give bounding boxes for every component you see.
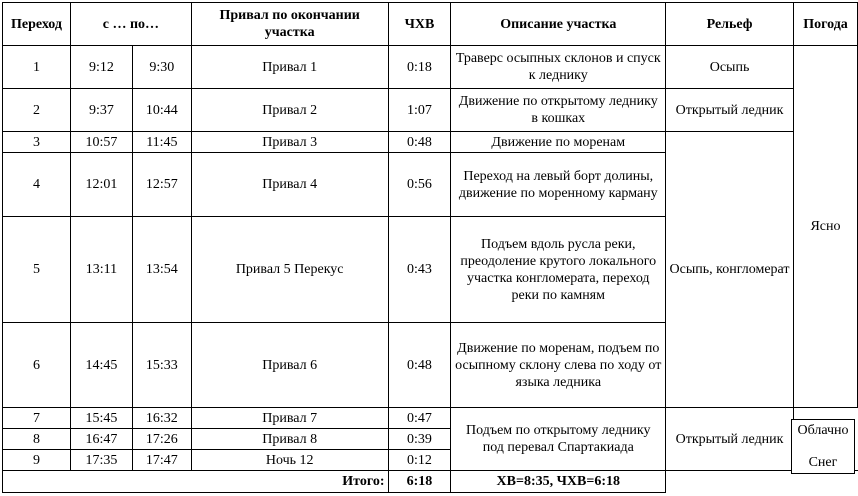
header-weather: Погода: [793, 3, 857, 46]
cell-rest: Привал 6: [191, 323, 388, 408]
cell-description: Движение по моренам, подъем по осыпному склону слева по ходу от языка ледника: [451, 323, 666, 408]
header-description: Описание участка: [451, 3, 666, 46]
cell-chhv: 0:12: [388, 450, 451, 471]
cell-to: 17:26: [132, 429, 191, 450]
cell-rest: Привал 1: [191, 46, 388, 89]
table-row: [3, 46, 858, 89]
cell-chhv: 0:47: [388, 408, 451, 429]
header-row: [3, 3, 858, 46]
total-chhv: 6:18: [388, 471, 451, 493]
cell-rest: Привал 7: [191, 408, 388, 429]
cell-chhv: 0:43: [388, 217, 451, 323]
cell-rest: Привал 3: [191, 132, 388, 153]
cell-relief: Открытый ледник: [666, 408, 794, 471]
weather-gap: [791, 439, 855, 453]
table-row: [3, 408, 858, 429]
cell-rest: Привал 5 Перекус: [191, 217, 388, 323]
cell-to: 13:54: [132, 217, 191, 323]
cell-n: 1: [3, 46, 71, 89]
cell-chhv: 0:18: [388, 46, 451, 89]
cell-chhv: 0:48: [388, 132, 451, 153]
cell-rest: Привал 2: [191, 89, 388, 132]
cell-weather: Ясно: [793, 46, 857, 408]
cell-from: 12:01: [70, 153, 132, 217]
cell-description: Переход на левый борт долины, движение по моренному карману: [451, 153, 666, 217]
cell-n: 9: [3, 450, 71, 471]
cell-description: Подъем вдоль русла реки, преодоление крутого локального участка конгломерата, переход реки по камням: [451, 217, 666, 323]
header-rest: Привал по окончании участка: [191, 3, 388, 46]
cell-chhv: 1:07: [388, 89, 451, 132]
weather-snow: Снег: [791, 452, 855, 474]
weather-cloudy: Облачно: [791, 419, 855, 440]
cell-to: 10:44: [132, 89, 191, 132]
cell-n: 5: [3, 217, 71, 323]
total-label: Итого:: [3, 471, 389, 493]
cell-rest: Ночь 12: [191, 450, 388, 471]
total-summary: ХВ=8:35, ЧХВ=6:18: [451, 471, 666, 493]
cell-chhv: 0:39: [388, 429, 451, 450]
cell-n: 8: [3, 429, 71, 450]
cell-description: Движение по открытому леднику в кошках: [451, 89, 666, 132]
cell-from: 9:37: [70, 89, 132, 132]
cell-from: 17:35: [70, 450, 132, 471]
cell-n: 7: [3, 408, 71, 429]
cell-from: 13:11: [70, 217, 132, 323]
cell-description: Траверс осыпных склонов и спуск к леднику: [451, 46, 666, 89]
cell-to: 11:45: [132, 132, 191, 153]
cell-from: 10:57: [70, 132, 132, 153]
cell-relief: Осыпь: [666, 46, 794, 89]
cell-relief: Осыпь, конгломерат: [666, 132, 794, 408]
cell-from: 16:47: [70, 429, 132, 450]
cell-from: 9:12: [70, 46, 132, 89]
cell-rest: Привал 8: [191, 429, 388, 450]
cell-to: 15:33: [132, 323, 191, 408]
cell-from: 15:45: [70, 408, 132, 429]
header-perehod: Переход: [3, 3, 71, 46]
cell-from: 14:45: [70, 323, 132, 408]
header-s-po: с … по…: [70, 3, 191, 46]
cell-to: 17:47: [132, 450, 191, 471]
cell-chhv: 0:56: [388, 153, 451, 217]
route-table: [2, 2, 858, 493]
table-row: [3, 132, 858, 153]
cell-description: Движение по моренам: [451, 132, 666, 153]
cell-description: Подъем по открытому леднику под перевал Спартакиада: [451, 408, 666, 471]
cell-relief: Открытый ледник: [666, 89, 794, 132]
cell-n: 4: [3, 153, 71, 217]
cell-n: 3: [3, 132, 71, 153]
cell-to: 9:30: [132, 46, 191, 89]
total-row: [3, 471, 858, 493]
cell-to: 12:57: [132, 153, 191, 217]
header-chhv: ЧХВ: [388, 3, 451, 46]
cell-n: 6: [3, 323, 71, 408]
cell-n: 2: [3, 89, 71, 132]
cell-to: 16:32: [132, 408, 191, 429]
header-relief: Рельеф: [666, 3, 794, 46]
cell-rest: Привал 4: [191, 153, 388, 217]
cell-chhv: 0:48: [388, 323, 451, 408]
table-row: [3, 89, 858, 132]
